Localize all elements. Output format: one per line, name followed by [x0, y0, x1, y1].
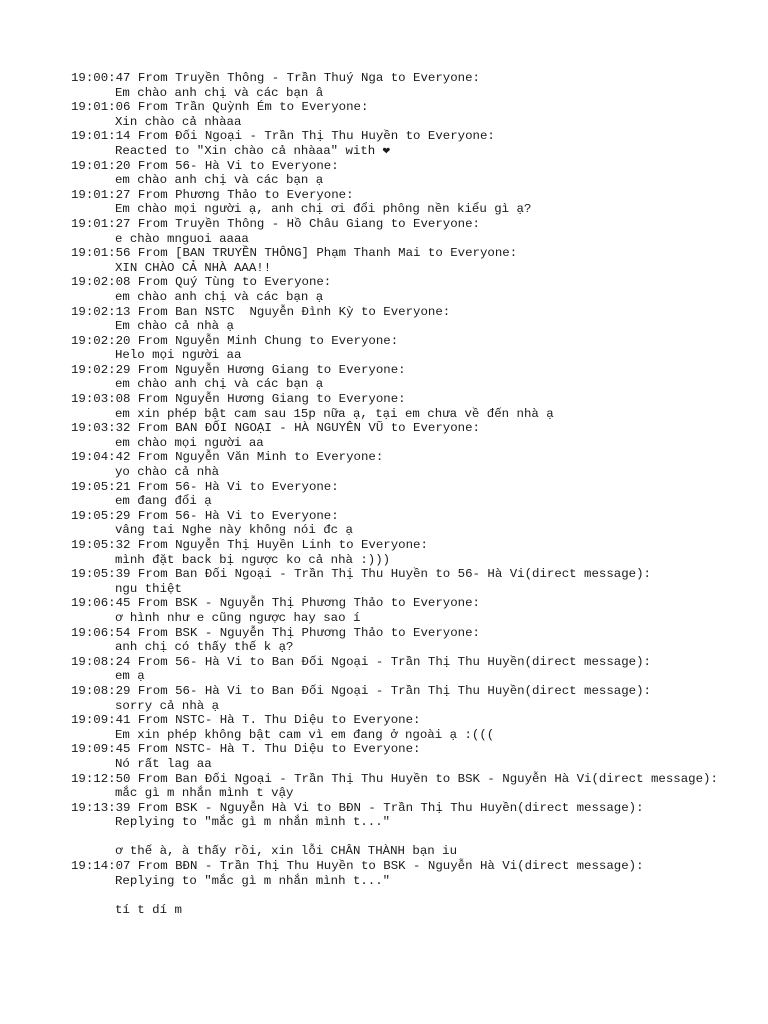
- chat-message: [71, 509, 731, 538]
- message-header: 19:02:29 From Nguyễn Hương Giang to Everyone:: [71, 362, 406, 377]
- chat-message: [71, 596, 731, 625]
- message-body: em ạ: [115, 669, 145, 684]
- message-header: 19:12:50 From Ban Đối Ngoại - Trần Thị Thu Huyền to BSK - Nguyễn Hà Vi(direct message):: [71, 771, 718, 786]
- chat-message: [71, 159, 731, 188]
- chat-message: [71, 246, 731, 275]
- message-header: 19:02:08 From Quý Tùng to Everyone:: [71, 275, 332, 290]
- message-header: 19:08:29 From 56- Hà Vi to Ban Đối Ngoại - Trần Thị Thu Huyền(direct message):: [71, 683, 651, 698]
- message-body: ơ thế à, à thấy rồi, xin lỗi CHÂN THÀNH bạn iu: [115, 844, 458, 859]
- chat-message: [71, 71, 731, 100]
- message-header: 19:06:45 From BSK - Nguyễn Thị Phương Thảo to Everyone:: [71, 596, 480, 611]
- message-header: 19:01:27 From Truyền Thông - Hồ Châu Giang to Everyone:: [71, 216, 480, 231]
- message-header: 19:01:20 From 56- Hà Vi to Everyone:: [71, 158, 339, 173]
- message-body: mắc gì m nhắn mình t vậy: [115, 786, 294, 801]
- message-body: e chào mnguoi aaaa: [115, 231, 249, 246]
- chat-message: [71, 450, 731, 479]
- message-body: sorry cả nhà ạ: [115, 698, 220, 713]
- chat-message: [71, 655, 731, 684]
- chat-message: [71, 684, 731, 713]
- chat-message: [71, 275, 731, 304]
- message-body: Xin chào cả nhàaa: [115, 114, 242, 129]
- message-body: Em chào cả nhà ạ: [115, 319, 234, 334]
- message-header: 19:08:24 From 56- Hà Vi to Ban Đối Ngoại - Trần Thị Thu Huyền(direct message):: [71, 654, 651, 669]
- message-header: 19:01:14 From Đối Ngoại - Trần Thị Thu Huyền to Everyone:: [71, 129, 495, 144]
- message-body: em chào mọi người aa: [115, 435, 264, 450]
- message-header: 19:00:47 From Truyền Thông - Trần Thuý Nga to Everyone:: [71, 71, 480, 85]
- message-header: 19:02:13 From Ban NSTC Nguyễn Đình Kỳ to Everyone:: [71, 304, 451, 319]
- chat-message: [71, 392, 731, 421]
- chat-message: [71, 305, 731, 334]
- message-blank-line: [71, 830, 731, 845]
- message-body: Em xin phép không bật cam vì em đang ở ngoài ạ :(((: [115, 727, 495, 742]
- message-header: 19:01:56 From [BAN TRUYỀN THÔNG] Phạm Thanh Mai to Everyone:: [71, 246, 518, 261]
- message-body: Reacted to "Xin chào cả nhàaa" with ❤: [115, 143, 391, 158]
- message-body: Helo mọi người aa: [115, 348, 242, 363]
- message-body: ơ hình như e cũng ngược hay sao í: [115, 610, 361, 625]
- message-blank-line: [71, 888, 731, 903]
- message-body: XIN CHÀO CẢ NHÀ AAA!!: [115, 260, 272, 275]
- message-body: em chào anh chị và các bạn ạ: [115, 377, 324, 392]
- chat-message: [71, 363, 731, 392]
- message-body: vâng tai Nghe này không nói đc ạ: [115, 523, 353, 538]
- message-body: em đang đổi ạ: [115, 494, 212, 509]
- chat-message: [71, 421, 731, 450]
- chat-message: [71, 129, 731, 158]
- message-body: em chào anh chị và các bạn ạ: [115, 289, 324, 304]
- chat-message: [71, 626, 731, 655]
- chat-message: [71, 567, 731, 596]
- message-header: 19:09:45 From NSTC- Hà T. Thu Diệu to Everyone:: [71, 742, 421, 757]
- chat-message: [71, 217, 731, 246]
- message-header: 19:05:21 From 56- Hà Vi to Everyone:: [71, 479, 339, 494]
- message-body: Replying to "mắc gì m nhắn mình t...": [115, 873, 391, 888]
- message-body: em chào anh chị và các bạn ạ: [115, 173, 324, 188]
- chat-message: [71, 772, 731, 801]
- message-header: 19:09:41 From NSTC- Hà T. Thu Diệu to Everyone:: [71, 713, 421, 728]
- message-header: 19:03:32 From BAN ĐỐI NGOẠI - HÀ NGUYÊN VŨ to Everyone:: [71, 421, 480, 436]
- message-body: ngu thiệt: [115, 581, 182, 596]
- message-header: 19:04:42 From Nguyễn Văn Minh to Everyone:: [71, 450, 384, 465]
- message-body: em xin phép bật cam sau 15p nữa ạ, tại em chưa về đến nhà ạ: [115, 406, 554, 421]
- chat-log: [71, 71, 731, 917]
- message-body: Nó rất lag aa: [115, 756, 212, 771]
- message-header: 19:14:07 From BĐN - Trần Thị Thu Huyền to BSK - Nguyễn Hà Vi(direct message):: [71, 859, 644, 874]
- message-body: mình đặt back bị ngược ko cả nhà :))): [115, 552, 391, 567]
- message-header: 19:05:29 From 56- Hà Vi to Everyone:: [71, 508, 339, 523]
- chat-message: [71, 100, 731, 129]
- message-body: tí t dí m: [115, 902, 182, 917]
- message-header: 19:13:39 From BSK - Nguyễn Hà Vi to BĐN - Trần Thị Thu Huyền(direct message):: [71, 800, 644, 815]
- chat-message: [71, 188, 731, 217]
- message-body: anh chị có thấy thế k ạ?: [115, 640, 294, 655]
- message-body: yo chào cả nhà: [115, 465, 220, 480]
- message-header: 19:02:20 From Nguyễn Minh Chung to Everyone:: [71, 333, 399, 348]
- message-body: Replying to "mắc gì m nhắn mình t...": [115, 815, 391, 830]
- chat-message: [71, 713, 731, 742]
- message-header: 19:06:54 From BSK - Nguyễn Thị Phương Thảo to Everyone:: [71, 625, 480, 640]
- message-header: 19:01:06 From Trần Quỳnh Ém to Everyone:: [71, 100, 369, 115]
- message-body: Em chào mọi người ạ, anh chị ơi đổi phông nền kiểu gì ạ?: [115, 202, 532, 217]
- chat-message: [71, 801, 731, 859]
- message-header: 19:01:27 From Phương Thảo to Everyone:: [71, 187, 354, 202]
- chat-message: [71, 742, 731, 771]
- message-header: 19:03:08 From Nguyễn Hương Giang to Everyone:: [71, 392, 406, 407]
- chat-message: [71, 480, 731, 509]
- chat-message: [71, 334, 731, 363]
- message-header: 19:05:39 From Ban Đối Ngoại - Trần Thị Thu Huyền to 56- Hà Vi(direct message):: [71, 567, 651, 582]
- message-header: 19:05:32 From Nguyễn Thị Huyền Linh to Everyone:: [71, 538, 428, 552]
- chat-message: [71, 859, 731, 917]
- chat-message: [71, 538, 731, 567]
- message-body: Em chào anh chị và các bạn â: [115, 85, 324, 100]
